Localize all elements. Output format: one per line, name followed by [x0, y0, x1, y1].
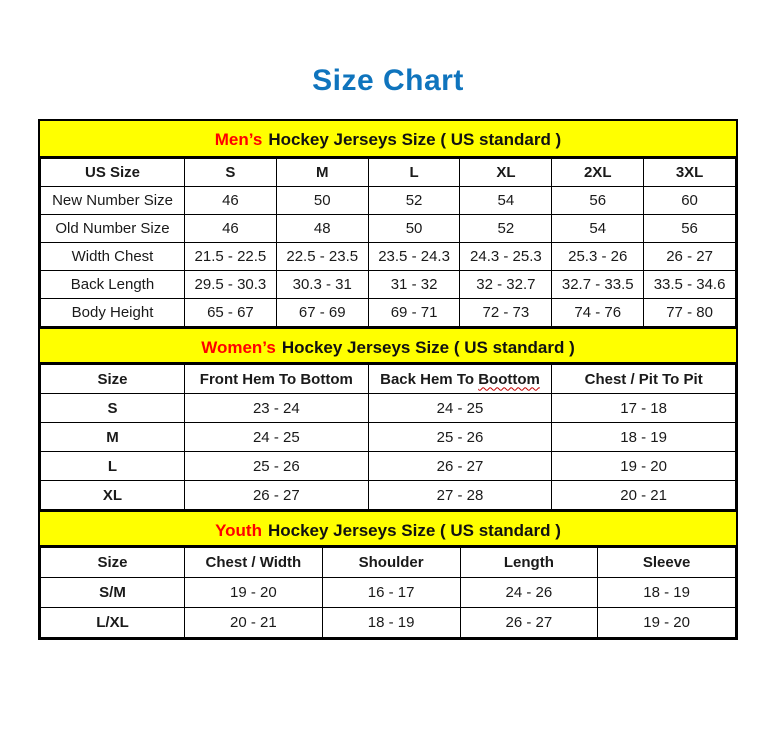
size-value: 26 - 27	[644, 243, 736, 271]
size-value: 50	[368, 215, 460, 243]
column-header: L	[368, 159, 460, 187]
table-header-highlight: Youth	[215, 521, 262, 540]
column-header: M	[276, 159, 368, 187]
size-value: 69 - 71	[368, 299, 460, 327]
row-label: New Number Size	[41, 187, 185, 215]
youth-table-header	[40, 510, 736, 547]
table-row	[41, 394, 736, 423]
mens-table	[40, 158, 736, 327]
row-label: XL	[41, 481, 185, 510]
column-header: 2XL	[552, 159, 644, 187]
header-row	[41, 365, 736, 394]
size-value: 16 - 17	[322, 578, 460, 608]
size-value: 19 - 20	[552, 452, 736, 481]
size-value: 52	[368, 187, 460, 215]
column-header: Size	[41, 365, 185, 394]
size-value: 18 - 19	[322, 608, 460, 638]
size-value: 46	[185, 215, 277, 243]
size-value: 25 - 26	[185, 452, 369, 481]
column-header: XL	[460, 159, 552, 187]
size-value: 17 - 18	[552, 394, 736, 423]
column-header: Sleeve	[598, 548, 736, 578]
row-label: L	[41, 452, 185, 481]
size-chart	[38, 119, 738, 640]
size-value: 24 - 25	[185, 423, 369, 452]
column-header	[368, 365, 552, 394]
size-value: 23.5 - 24.3	[368, 243, 460, 271]
size-value: 56	[552, 187, 644, 215]
womens-table	[40, 364, 736, 510]
youth-table	[40, 547, 736, 638]
table-header-text: Hockey Jerseys Size ( US standard )	[267, 521, 561, 540]
row-label: Width Chest	[41, 243, 185, 271]
size-value: 23 - 24	[185, 394, 369, 423]
size-value: 32.7 - 33.5	[552, 271, 644, 299]
size-value: 20 - 21	[552, 481, 736, 510]
table-row	[41, 481, 736, 510]
size-value: 29.5 - 30.3	[185, 271, 277, 299]
size-value: 26 - 27	[185, 481, 369, 510]
size-value: 50	[276, 187, 368, 215]
size-value: 65 - 67	[185, 299, 277, 327]
size-value: 22.5 - 23.5	[276, 243, 368, 271]
row-label: Old Number Size	[41, 215, 185, 243]
size-value: 67 - 69	[276, 299, 368, 327]
mens-size-table	[40, 121, 736, 327]
table-header-text: Hockey Jerseys Size ( US standard )	[281, 338, 575, 357]
row-label: M	[41, 423, 185, 452]
size-value: 56	[644, 215, 736, 243]
column-header: 3XL	[644, 159, 736, 187]
size-value: 54	[552, 215, 644, 243]
size-value: 18 - 19	[552, 423, 736, 452]
table-header-highlight: Men’s	[214, 130, 263, 149]
size-value: 30.3 - 31	[276, 271, 368, 299]
row-label: L/XL	[41, 608, 185, 638]
mens-table-header	[40, 121, 736, 158]
womens-size-table	[40, 327, 736, 510]
table-row	[41, 215, 736, 243]
size-value: 46	[185, 187, 277, 215]
header-row	[41, 548, 736, 578]
size-value: 33.5 - 34.6	[644, 271, 736, 299]
page-title: Size Chart	[312, 64, 464, 97]
size-value: 18 - 19	[598, 578, 736, 608]
size-value: 60	[644, 187, 736, 215]
table-row	[41, 187, 736, 215]
size-value: 19 - 20	[185, 578, 323, 608]
size-value: 48	[276, 215, 368, 243]
column-header: Length	[460, 548, 598, 578]
table-header-highlight: Women’s	[201, 338, 276, 357]
size-value: 32 - 32.7	[460, 271, 552, 299]
table-row	[41, 299, 736, 327]
size-value: 24.3 - 25.3	[460, 243, 552, 271]
column-header: Chest / Pit To Pit	[552, 365, 736, 394]
table-row	[41, 271, 736, 299]
size-value: 31 - 32	[368, 271, 460, 299]
womens-table-header	[40, 327, 736, 364]
size-value: 24 - 25	[368, 394, 552, 423]
size-value: 27 - 28	[368, 481, 552, 510]
table-row	[41, 608, 736, 638]
size-value: 19 - 20	[598, 608, 736, 638]
youth-size-table	[40, 510, 736, 638]
size-value: 25 - 26	[368, 423, 552, 452]
misspelled-word: Boottom	[478, 370, 540, 388]
row-label: Body Height	[41, 299, 185, 327]
column-header: Front Hem To Bottom	[185, 365, 369, 394]
row-label: S	[41, 394, 185, 423]
column-header: US Size	[41, 159, 185, 187]
size-chart-page	[0, 64, 776, 756]
header-row	[41, 159, 736, 187]
table-row	[41, 423, 736, 452]
column-header: Shoulder	[322, 548, 460, 578]
table-row	[41, 243, 736, 271]
column-header: S	[185, 159, 277, 187]
size-value: 20 - 21	[185, 608, 323, 638]
size-value: 26 - 27	[460, 608, 598, 638]
size-value: 74 - 76	[552, 299, 644, 327]
row-label: Back Length	[41, 271, 185, 299]
size-value: 77 - 80	[644, 299, 736, 327]
table-row	[41, 578, 736, 608]
table-row	[41, 452, 736, 481]
row-label: S/M	[41, 578, 185, 608]
column-header: Chest / Width	[185, 548, 323, 578]
column-header-prefix: Back Hem To	[380, 370, 479, 388]
size-value: 25.3 - 26	[552, 243, 644, 271]
size-value: 54	[460, 187, 552, 215]
size-value: 72 - 73	[460, 299, 552, 327]
column-header: Size	[41, 548, 185, 578]
size-value: 26 - 27	[368, 452, 552, 481]
size-value: 52	[460, 215, 552, 243]
size-value: 24 - 26	[460, 578, 598, 608]
table-header-text: Hockey Jerseys Size ( US standard )	[268, 130, 562, 149]
size-value: 21.5 - 22.5	[185, 243, 277, 271]
